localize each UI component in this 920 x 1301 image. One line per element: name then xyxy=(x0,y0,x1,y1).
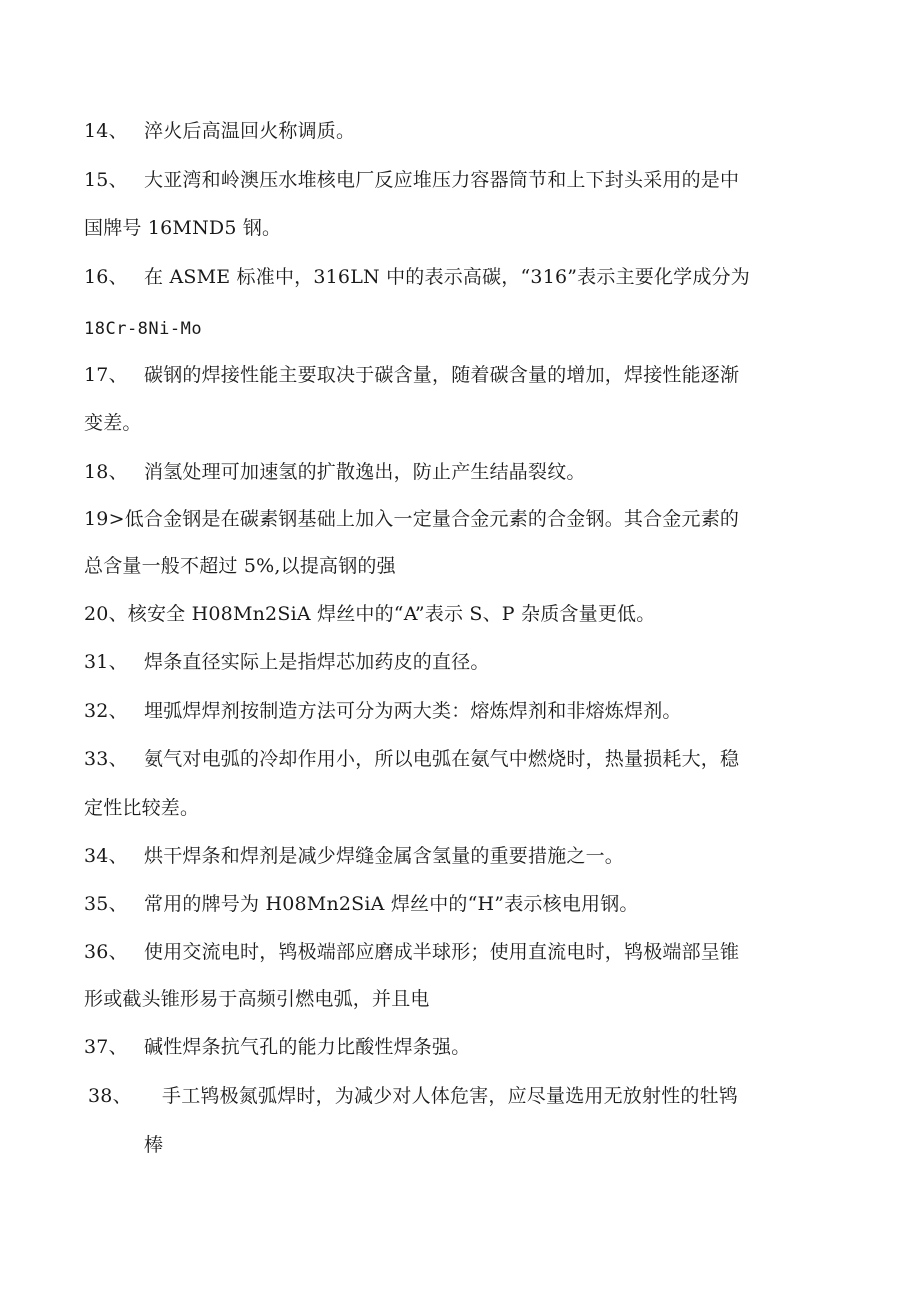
item-text: 核安全 H08Mn2SiA 焊丝中的“A”表示 S、P 杂质含量更低。 xyxy=(127,603,656,625)
item-16-line-2 xyxy=(84,316,824,342)
item-text: 大亚湾和岭澳压水堆核电厂反应堆压力容器筒节和上下封头采用的是中 xyxy=(144,169,740,191)
item-number: 16、 xyxy=(84,266,128,288)
item-17-line-2 xyxy=(84,410,824,436)
item-15-line-1 xyxy=(84,167,824,193)
item-text: 消氢处理可加速氢的扩散逸出，防止产生结晶裂纹。 xyxy=(144,461,586,483)
item-15-line-2 xyxy=(84,215,824,241)
item-text: 总含量一般不超过 5%,以提高钢的强 xyxy=(84,555,396,577)
item-text: 低合金钢是在碳素钢基础上加入一定量合金元素的合金钢。其合金元素的 xyxy=(124,508,740,530)
item-32-line-1 xyxy=(84,698,824,724)
item-number: 31、 xyxy=(84,651,128,673)
item-text: 定性比较差。 xyxy=(84,797,200,819)
item-text: 形或截头锥形易于高频引燃电弧，并且电 xyxy=(84,988,430,1010)
item-number: 32、 xyxy=(84,700,128,722)
item-text: 18Cr-8Ni-Mo xyxy=(84,319,203,339)
item-19-line-2 xyxy=(84,553,824,579)
item-text: 手工鸨极氮弧焊时，为减少对人体危害，应尽量选用无放射性的牡鸨 xyxy=(162,1085,739,1107)
item-text: 焊条直径实际上是指焊芯加药皮的直径。 xyxy=(144,651,490,673)
item-number: 38、 xyxy=(88,1085,132,1107)
item-text: 碳钢的焊接性能主要取决于碳含量，随着碳含量的增加，焊接性能逐渐 xyxy=(144,364,740,386)
item-number: 34、 xyxy=(84,845,128,867)
item-text: 烘干焊条和焊剂是减少焊缝金属含氢量的重要措施之一。 xyxy=(144,845,625,867)
item-text: 国牌号 16MND5 钢。 xyxy=(84,217,282,239)
item-number: 18、 xyxy=(84,461,128,483)
item-38-line-2 xyxy=(144,1132,884,1158)
item-36-line-1 xyxy=(84,939,824,965)
item-text: 在 ASME 标准中，316LN 中的表示高碳，“316”表示主要化学成分为 xyxy=(144,266,750,288)
item-16-line-1 xyxy=(84,264,824,290)
item-37-line-1 xyxy=(84,1034,824,1060)
item-text: 氨气对电弧的冷却作用小，所以电弧在氨气中燃烧时，热量损耗大，稳 xyxy=(144,748,740,770)
item-text: 碱性焊条抗气孔的能力比酸性焊条强。 xyxy=(144,1036,471,1058)
item-36-line-2 xyxy=(84,986,824,1012)
item-number: 15、 xyxy=(84,169,128,191)
item-text: 棒 xyxy=(144,1134,164,1156)
item-38-line-1 xyxy=(88,1083,828,1109)
item-number: 19> xyxy=(84,508,125,530)
item-number: 20、 xyxy=(84,603,128,625)
item-31-line-1 xyxy=(84,649,824,675)
item-number: 37、 xyxy=(84,1036,128,1058)
item-20-line-1 xyxy=(84,601,824,627)
item-text: 埋弧焊焊剂按制造方法可分为两大类：熔炼焊剂和非熔炼焊剂。 xyxy=(144,700,682,722)
item-34-line-1 xyxy=(84,843,824,869)
item-text: 变差。 xyxy=(84,412,142,434)
item-14-line-1 xyxy=(84,118,824,144)
item-17-line-1 xyxy=(84,362,824,388)
item-number: 35、 xyxy=(84,893,128,915)
item-33-line-2 xyxy=(84,795,824,821)
item-text: 淬火后高温回火称调质。 xyxy=(144,120,356,142)
item-number: 14、 xyxy=(84,120,128,142)
item-18-line-1 xyxy=(84,459,824,485)
item-number: 17、 xyxy=(84,364,128,386)
item-number: 33、 xyxy=(84,748,128,770)
item-33-line-1 xyxy=(84,746,824,772)
item-35-line-1 xyxy=(84,891,824,917)
item-number: 36、 xyxy=(84,941,128,963)
item-19-line-1 xyxy=(84,506,824,532)
item-text: 常用的牌号为 H08Mn2SiA 焊丝中的“H”表示核电用钢。 xyxy=(144,893,639,915)
item-text: 使用交流电时，鸨极端部应磨成半球形；使用直流电时，鸨极端部呈锥 xyxy=(144,941,740,963)
